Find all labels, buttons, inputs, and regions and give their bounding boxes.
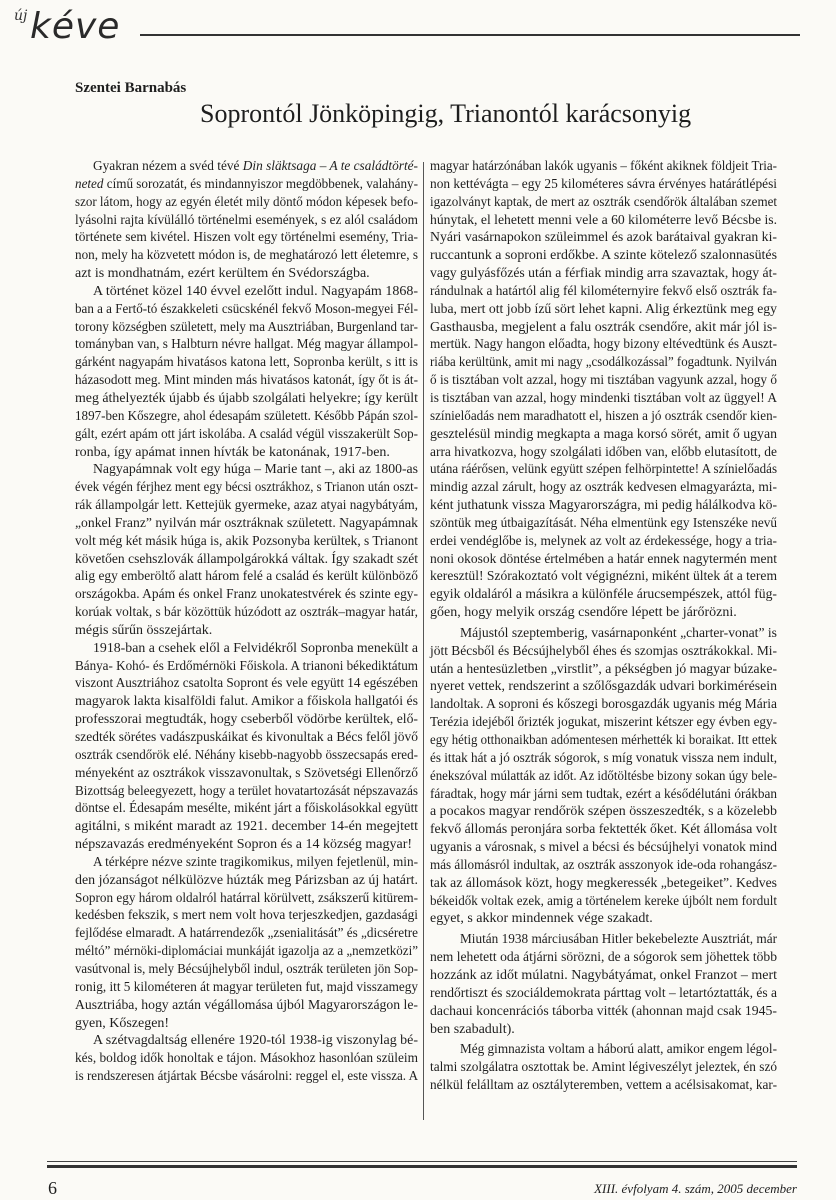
line-text: Még gimnazista voltam a háború alatt, amikor engem légol-	[460, 1042, 777, 1058]
line-text: egy hétig otthonaikban adómentesen mérhették ki boraikat. Itt ettek	[430, 733, 777, 748]
line-text: története sem kivétel. Hiszen volt egy történelmi esemény, Tria-	[75, 230, 418, 246]
text-line	[430, 390, 777, 408]
line-text: szöntük meg útbaigazítását. Néha elmentünk egy Istenszéke nevű	[430, 515, 777, 531]
text-line	[75, 622, 418, 640]
line-text: vasútvonal is, mely Bécsújhelyből indul, osztrák területen jön Sop-	[75, 961, 418, 977]
line-text: gált, ezért apám ott járt iskolába. A család végül visszakerült Sop-	[75, 426, 418, 442]
text-line	[430, 643, 777, 661]
line-text: rák állampolgár lett. Kettejük gyermeke, azaz atyai nagybátyám,	[75, 498, 418, 514]
text-line	[75, 515, 418, 533]
line-text: gesztelésül mindig megkapta a maga korsó sörét, amit ő ugyan	[430, 426, 777, 442]
line-text: utána ráérősen, velünk együtt szépen felhörpintette! A színielőadás	[430, 462, 777, 478]
line-text: húnytak, el lehetett menni vele a 60 kilométerre levő Bécsbe is.	[430, 212, 777, 228]
text-line	[430, 551, 777, 569]
line-text: színielőadás nem maradhatott el, hiszen a jó osztrák csendőr kien-	[430, 408, 777, 424]
paragraph	[75, 640, 418, 854]
line-text: agitálni, s miként maradt az 1921. december 14-én megejtett	[75, 819, 418, 835]
text-line	[430, 229, 777, 247]
line-text: ban a a Fertő-tó északkeleti csücskénél fekvő Moson-megyei Fél-	[75, 301, 418, 317]
text-line	[430, 319, 777, 337]
line-text: is tisztában van azzal, hogy mindenki tisztában volt az üggyel! A	[430, 390, 777, 406]
text-line	[75, 854, 418, 872]
text-line	[430, 625, 777, 643]
page-number: 6	[48, 1178, 57, 1198]
text-line	[75, 426, 418, 444]
paragraph	[430, 1041, 777, 1095]
line-text: viszont Ausztriához csatolta Sopront és vele együtt 14 egészében	[75, 676, 418, 692]
line-text: meg áthelyezték újabb és újabb szolgálati helyekre; így került	[75, 390, 418, 406]
text-line	[430, 568, 777, 586]
line-text: gően, hogy melyik ország csendőre lépett be járőrözni.	[430, 605, 737, 621]
line-text: professzorai megtudták, hogy cseberből vödörbe kerültek, elő-	[75, 712, 418, 728]
text-line	[430, 497, 777, 515]
text-line	[430, 336, 777, 354]
text-line	[430, 678, 777, 696]
line-text: ben szabadult).	[430, 1021, 515, 1037]
text-line	[75, 729, 418, 747]
text-line	[430, 461, 777, 479]
text-line	[430, 821, 777, 839]
text-line	[75, 925, 418, 943]
line-text: alig egy emberöltő alatt három felé a család és került különböző	[75, 569, 418, 585]
text-column-right	[430, 158, 777, 1095]
text-line	[75, 693, 418, 711]
text-line	[75, 658, 418, 676]
line-text: gyen, Kőszegen!	[75, 1015, 170, 1031]
text-line	[430, 247, 777, 265]
line-text: gárként nagyapám hivatásos katona lett, Sopronba került, s itt is	[75, 355, 418, 371]
line-text: ronig, itt 5 kilométeren át magyar területen fut, majd visszamegy	[75, 979, 418, 995]
line-text: szor látom, hogy az egyén életét mily döntő módon képesek befo-	[75, 194, 418, 210]
text-line	[75, 1032, 418, 1050]
line-text: magyarok lakta kisalföldi falut. Amikor a főiskola hallgatói és	[75, 694, 418, 710]
line-text: ugyanis a városnak, s mivel a bécsi és bécsújhelyi vonatok mind	[430, 840, 777, 856]
text-line	[430, 408, 777, 426]
line-text: ronba, így apámat innen hívták be katonának, 1917-ben.	[75, 444, 390, 460]
text-line	[75, 479, 418, 497]
line-text	[75, 176, 418, 194]
text-line	[75, 533, 418, 551]
line-text: azt is mondhatnám, ezért kerültem én Svédországba.	[75, 266, 370, 282]
line-text: nyeret vettek, rendszerint a szőlősgazdák udvari borkimérésein	[430, 679, 777, 695]
italic-text: neted	[75, 176, 104, 192]
line-text: 1897-ben Kőszegre, ahol édesapám született. Később Pápán szol-	[75, 408, 418, 424]
text-line	[430, 732, 777, 750]
text-line	[430, 212, 777, 230]
line-text: A történet közel 140 évvel ezelőtt indul. Nagyapám 1868-	[93, 283, 418, 299]
text-line	[75, 997, 418, 1015]
line-text: mindig azzal zárult, hogy az osztrák kedvesen elmagyarázta, mi-	[430, 480, 777, 496]
text-line	[430, 714, 777, 732]
text-line	[430, 176, 777, 194]
text-line	[430, 1041, 777, 1059]
line-text: ruccantunk a soproni erdőkbe. A szinte kötelező szalonnasütés	[430, 248, 777, 264]
line-text: non, mely ha közvetett módon is, de meghatározó lett életemre, s	[75, 248, 418, 264]
text-line	[75, 675, 418, 693]
text-line	[430, 910, 777, 928]
text-line	[75, 800, 418, 818]
text-line	[75, 444, 418, 462]
line-text: kés, boldog idők honoltak e tájon. Másokhoz hasonlóan szüleim	[75, 1051, 418, 1067]
text-line	[75, 747, 418, 765]
line-text: „onkel Franz” nyilván már osztráknak született. Nagyapámnak	[75, 515, 418, 531]
line-text: egyik oldaláról a másikra a különféle árucsempészek, attól füg-	[430, 587, 777, 603]
text-line	[75, 194, 418, 212]
line-text: Terézia idejéből őrizték jogukat, miszerint kétszer egy évben egy-	[430, 715, 777, 731]
text-line	[75, 568, 418, 586]
text-line	[75, 408, 418, 426]
line-text: magyar határzónában lakók ugyanis – főként akiknek földjeit Tria-	[430, 159, 777, 174]
text-line	[430, 604, 777, 622]
text-line	[430, 426, 777, 444]
text-line	[430, 283, 777, 301]
text-line	[430, 301, 777, 319]
text-line	[430, 194, 777, 212]
text-line	[430, 1003, 777, 1021]
line-text: noni okosok döntése értelmében a határ ennek nagytermén ment	[430, 551, 777, 567]
text-line	[75, 711, 418, 729]
paragraph	[75, 1032, 418, 1086]
text-line	[430, 1077, 777, 1095]
line-text: Sopron egy három oldalról határral körülvett, zsákszerű kitürem-	[75, 890, 418, 906]
article-author: Szentei Barnabás	[75, 80, 187, 96]
text-line	[430, 533, 777, 551]
text-line	[75, 301, 418, 319]
line-text: Miután 1938 márciusában Hitler bekebelezte Ausztriát, már	[460, 932, 777, 948]
line-text: népszavazás eredményeként Sopron és a 14 község magyar!	[75, 837, 413, 853]
logo-prefix: új	[14, 8, 28, 24]
text-line	[75, 551, 418, 569]
line-text: nem lehetett oda átjárni sörözni, de a sógorok sem jöhettek több	[430, 950, 777, 966]
line-text: más állomásról indultak, az osztrák asszonyok ide-oda rohangász-	[430, 857, 777, 873]
line-text: A szétvagdaltság ellenére 1920-tól 1938-ig viszonylag bé-	[93, 1033, 418, 1049]
text-line	[430, 750, 777, 768]
text-line	[75, 604, 418, 622]
line-text: erdei vendéglőbe is, melynek az volt az érdekessége, hogy a tria-	[430, 533, 777, 549]
line-text: és ittak hát a jó osztrák sógorok, s míg vonatuk vissza nem indult,	[430, 750, 777, 766]
paragraph	[75, 283, 418, 461]
line-text: A térképre nézve szinte tragikomikus, milyen fejetlenül, min-	[93, 854, 418, 870]
line-text	[93, 158, 418, 176]
text-line	[430, 586, 777, 604]
text-line	[75, 586, 418, 604]
text-line	[75, 872, 418, 890]
line-text: énekszóval múlatták az időt. Az időtöltésbe bizony sokan úgy bele-	[430, 768, 777, 784]
text-line	[430, 158, 777, 176]
line-text: tományban van, s Halbturn névre hallgat. Még magyar állampol-	[75, 337, 418, 353]
text-line	[430, 985, 777, 1003]
text-line	[430, 372, 777, 390]
text-line	[75, 943, 418, 961]
text-line	[75, 783, 418, 801]
line-text: nélkül felálltam az osztályteremben, vettem a acélsisakomat, kar-	[430, 1078, 777, 1094]
text-line	[75, 212, 418, 230]
line-text: országokba. Apám és onkel Franz unokatestvérek és szinte egy-	[75, 587, 418, 603]
line-text: fáradtak, hogy már járni sem tudtak, ezért a késődélutáni órákban	[430, 786, 777, 802]
text-line	[430, 768, 777, 786]
text-line	[430, 839, 777, 857]
line-text: jött Bécsből és Bécsújhelyből éhes és szomjas osztrákokkal. Mi-	[430, 643, 777, 659]
line-text: tak az állomások közt, hogy megkeressék „betegeiket”. Kedves	[430, 875, 777, 891]
line-text: Bánya- Kohó- és Erdőmérnöki Főiskola. A trianoni békediktátum	[75, 658, 418, 674]
text-line	[75, 1068, 418, 1086]
text-line	[75, 354, 418, 372]
line-text: is rendszeresen átjártak Bécsbe vásárolni: reggel el, este vissza. A	[75, 1069, 418, 1085]
line-text: évek végén férjhez ment egy bécsi osztrákhoz, s Trianon után oszt-	[75, 480, 418, 496]
line-text: vagy gulyásfőzés után a férfiak mindig arra szavaztak, hogy át-	[430, 266, 777, 282]
line-text: osztrák csendőrök elé. Néhány kisebb-nagyobb összecsapás ered-	[75, 747, 418, 763]
article-title: Soprontól Jönköpingig, Trianontól karácsonyig	[200, 99, 692, 128]
text-line	[430, 696, 777, 714]
line-text: fejlődése elmaradt. A határrendezők „zsenialitását” és „dicséretre	[75, 926, 418, 942]
line-text: volt még két másik húga is, akik Pozsonyba kerültek, s Trianont	[75, 533, 418, 549]
line-text: rándulnak a határtól alig fél kilométernyire fekvő első osztrák fa-	[430, 283, 777, 299]
line-text: riába kerültünk, amit mi nagy „csodálkozással” fogadtunk. Nyilván	[430, 355, 777, 371]
line-text: ként juthatunk vissza Magyarországra, mi pedig hálálkodva kö-	[430, 498, 777, 514]
text-line	[75, 283, 418, 301]
line-text: rendőrtiszt és szociáldemokrata párttag volt – letartóztatták, és a	[430, 985, 777, 1001]
text-line	[75, 158, 418, 176]
line-text: Ausztriába, hogy aztán végállomása újból Magyarországon le-	[75, 997, 418, 1013]
line-text: igazolványt kaptak, de mert az osztrák csendőrök általában szemet	[430, 194, 777, 210]
text-line	[430, 857, 777, 875]
line-text: torony községben született, mely ma Ausztriában, Burgenland tar-	[75, 319, 418, 335]
line-text: után a hentesüzletben „virstlit”, a pékségben jó magyar búzake-	[430, 661, 777, 677]
text-line	[430, 967, 777, 985]
header-rule	[140, 34, 800, 36]
paragraph	[75, 461, 418, 639]
line-text: mégis sűrűn összejártak.	[75, 622, 213, 638]
text-column-left	[75, 158, 418, 1086]
text-line	[75, 836, 418, 854]
line-text: Májustól szeptemberig, vasárnaponként „charter-vonat” is	[460, 625, 777, 641]
line-text: Nyári vasárnapokon szüleimmel és azok barátaival gyakran ki-	[430, 230, 777, 246]
text-line	[75, 372, 418, 390]
column-divider	[423, 162, 424, 1120]
line-text: Gasthausba, megjelent a falu osztrák csendőre, akit már jól is-	[430, 319, 777, 335]
text-line	[75, 907, 418, 925]
text-line	[430, 893, 777, 911]
line-text: keresztül! Szórakoztató volt végignézni, miként ültek át a terem	[430, 569, 777, 585]
text-line	[430, 661, 777, 679]
text-segment: Gyakran nézem a svéd tévé	[93, 159, 243, 174]
line-text: kedésben fekszik, s mert nem volt hova terjeszkedjen, gazdasági	[75, 908, 418, 924]
text-line	[75, 1050, 418, 1068]
text-line	[430, 444, 777, 462]
line-text: méltó” mérnöki-diplomáciai munkáját igazolja az a „nemzetközi”	[75, 944, 418, 960]
line-text: ő is tisztában volt azzal, hogy mi tisztában vagyunk azzal, hogy ő	[430, 373, 777, 389]
line-text: mertük. Nagy hangon előadta, hogy bizony eltévedtünk és Auszt-	[430, 337, 777, 353]
line-text: házasodott meg. Mint minden más hivatásos katonát, így őt is át-	[75, 373, 418, 389]
line-text: ményeként az osztrákok visszavonultak, s Szövetségi Ellenőrző	[75, 765, 418, 781]
line-text: döntse el. Édesapám mesélte, miként járt a főiskolásokkal együtt	[75, 801, 418, 817]
text-segment: című sorozatát, és mindannyiszor megdöbbenek, valahány-	[103, 176, 419, 192]
text-line	[75, 961, 418, 979]
paragraph	[430, 625, 777, 928]
line-text: korúak voltak, s bár közöttük húzódott az osztrák–magyar határ,	[75, 605, 418, 621]
text-line	[430, 1021, 777, 1039]
text-line	[75, 640, 418, 658]
line-text: Nagyapámnak volt egy húga – Marie tant –, aki az 1800-as	[93, 462, 418, 478]
text-line	[75, 890, 418, 908]
text-line	[75, 336, 418, 354]
text-line	[430, 515, 777, 533]
text-line	[75, 765, 418, 783]
line-text: 1918-ban a csehek elől a Felvidékről Sopronba menekült a	[93, 640, 418, 656]
text-line	[430, 1059, 777, 1077]
paragraph	[430, 931, 777, 1038]
text-line	[75, 390, 418, 408]
text-line	[75, 265, 418, 283]
text-line	[75, 461, 418, 479]
text-line	[75, 176, 418, 194]
line-text: luba, mert ott jobb ízű sört lehet kapni. Alig érkeztünk meg egy	[430, 301, 777, 317]
text-line	[75, 497, 418, 515]
line-text: lyásolni rajta kívülálló történelmi események, s ez alól családom	[75, 212, 418, 228]
line-text: békeidők voltak ezek, amig a történelem kereke újbólt nem fordult	[430, 893, 777, 909]
text-line	[75, 818, 418, 836]
paragraph	[75, 854, 418, 1032]
text-line	[430, 354, 777, 372]
italic-text: Din släktsaga – A te családtörté-	[242, 159, 418, 174]
line-text: a pocakos magyar rendőrök szépen összeszedték, s a közelebb	[430, 804, 777, 820]
line-text: arra hivatkozva, hogy szolgálati időben van, előbb elutasított, de	[430, 444, 777, 460]
text-line	[430, 949, 777, 967]
paragraph	[430, 158, 777, 622]
footer-rule	[47, 1161, 797, 1168]
text-line	[430, 265, 777, 283]
line-text: szedték sörétes vadászpuskáikat és kivonultak a Bécs felől jövő	[75, 730, 418, 745]
text-line	[430, 931, 777, 949]
line-text: Bizottság beleegyezett, hogy a terület hovatartozását népszavazás	[75, 783, 418, 799]
issue-info: XIII. évfolyam 4. szám, 2005 december	[594, 1181, 797, 1196]
line-text: egyet, s akkor mindennek vége szakadt.	[430, 911, 653, 927]
text-line	[75, 979, 418, 997]
text-line	[75, 1015, 418, 1033]
line-text: fekvő állomás peronjára sorba fektették őket. Két állomása volt	[430, 822, 777, 838]
paragraph	[75, 158, 418, 283]
text-line	[75, 319, 418, 337]
line-text: talmi szolgálatra osztottak be. Amint légiveszélyt jeleztek, én szó	[430, 1060, 777, 1076]
text-line	[430, 786, 777, 804]
line-text: dachaui koncenrációs táborba vitték (ahonnan majd csak 1945-	[430, 1003, 777, 1019]
line-text: den józanságot nélkülözve húzták meg Párizsban az új határt.	[75, 872, 418, 888]
text-line	[75, 229, 418, 247]
line-text: non kettévágta – egy 25 kilométeres sávra érvényes határátlépési	[430, 176, 777, 192]
text-line	[430, 875, 777, 893]
line-text: hozzánk az időt múlatni. Nagybátyámat, onkel Franzot – mert	[430, 967, 777, 983]
line-text: landoltak. A soproni és kőszegi borosgazdák ugyanis még Mária	[430, 697, 777, 713]
text-line	[430, 803, 777, 821]
text-line	[75, 247, 418, 265]
logo-text: kéve	[30, 6, 121, 47]
text-line	[430, 479, 777, 497]
line-text: követően csehszlovák állampolgárokká váltak. Így szakadt szét	[75, 551, 418, 567]
